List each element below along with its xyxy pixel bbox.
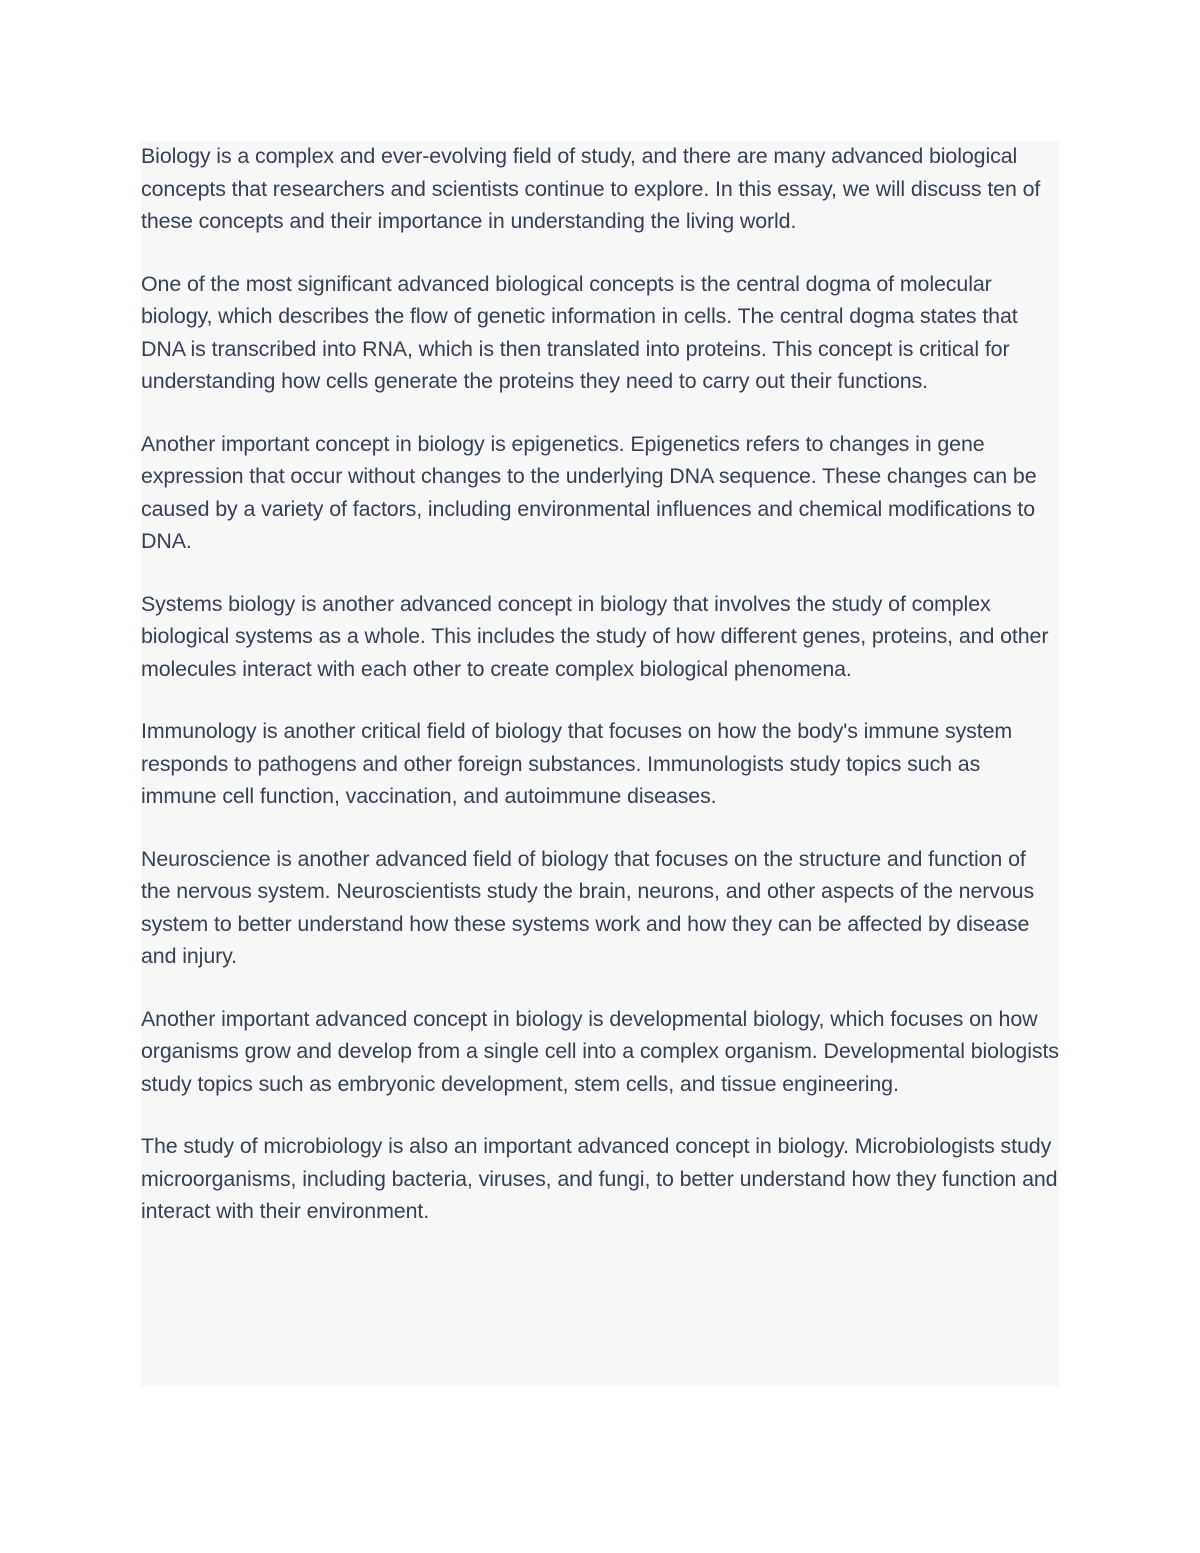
paragraph-central-dogma: One of the most significant advanced biological concepts is the central dogma of molecular biology, which describes the flow of genetic information in cells. The central dogma states that DNA is transcribed into RNA, which is then translated into proteins. This concept is critical for understanding how cells generate the proteins they need to carry out their functions. [141, 271, 1018, 393]
paragraph-immunology: Immunology is another critical field of biology that focuses on how the body's immune system responds to pathogens and other foreign substances. Immunologists study topics such as immune cell function, vaccination, and autoimmune diseases. [141, 719, 1013, 808]
paragraph-epigenetics: Another important concept in biology is epigenetics. Epigenetics refers to changes in gene expression that occur without changes to the underlying DNA sequence. These changes can be caused by a variety of factors, including environmental influences and chemical modifications to DNA. [141, 431, 1037, 553]
paragraph-developmental-biology: Another important advanced concept in biology is developmental biology, which focuses on how organisms grow and develop from a single cell into a complex organism. Developmental biologists study topics such as embryonic development, stem cells, and tissue engineering. [141, 1006, 1059, 1096]
paragraph-systems-biology: Systems biology is another advanced concept in biology that involves the study of complex biological systems as a whole. This includes the study of how different genes, proteins, and other molecules interact with each other to create complex biological phenomena. [141, 591, 1049, 681]
paragraph-neuroscience: Neuroscience is another advanced field of biology that focuses on the structure and function of the nervous system. Neuroscientists study the brain, neurons, and other aspects of the nervous system to better understand how these systems work and how they can be affected by disease and injury. [141, 846, 1035, 968]
essay-text-block [141, 141, 1059, 1386]
paragraph-intro: Biology is a complex and ever-evolving field of study, and there are many advanced biological concepts that researchers and scientists continue to explore. In this essay, we will discuss ten of these concepts and their importance in understanding the living world. [141, 144, 1041, 233]
paragraph-microbiology: The study of microbiology is also an important advanced concept in biology. Microbiologists study microorganisms, including bacteria, viruses, and fungi, to better understand how they function and interact with their environment. [141, 1134, 1058, 1223]
